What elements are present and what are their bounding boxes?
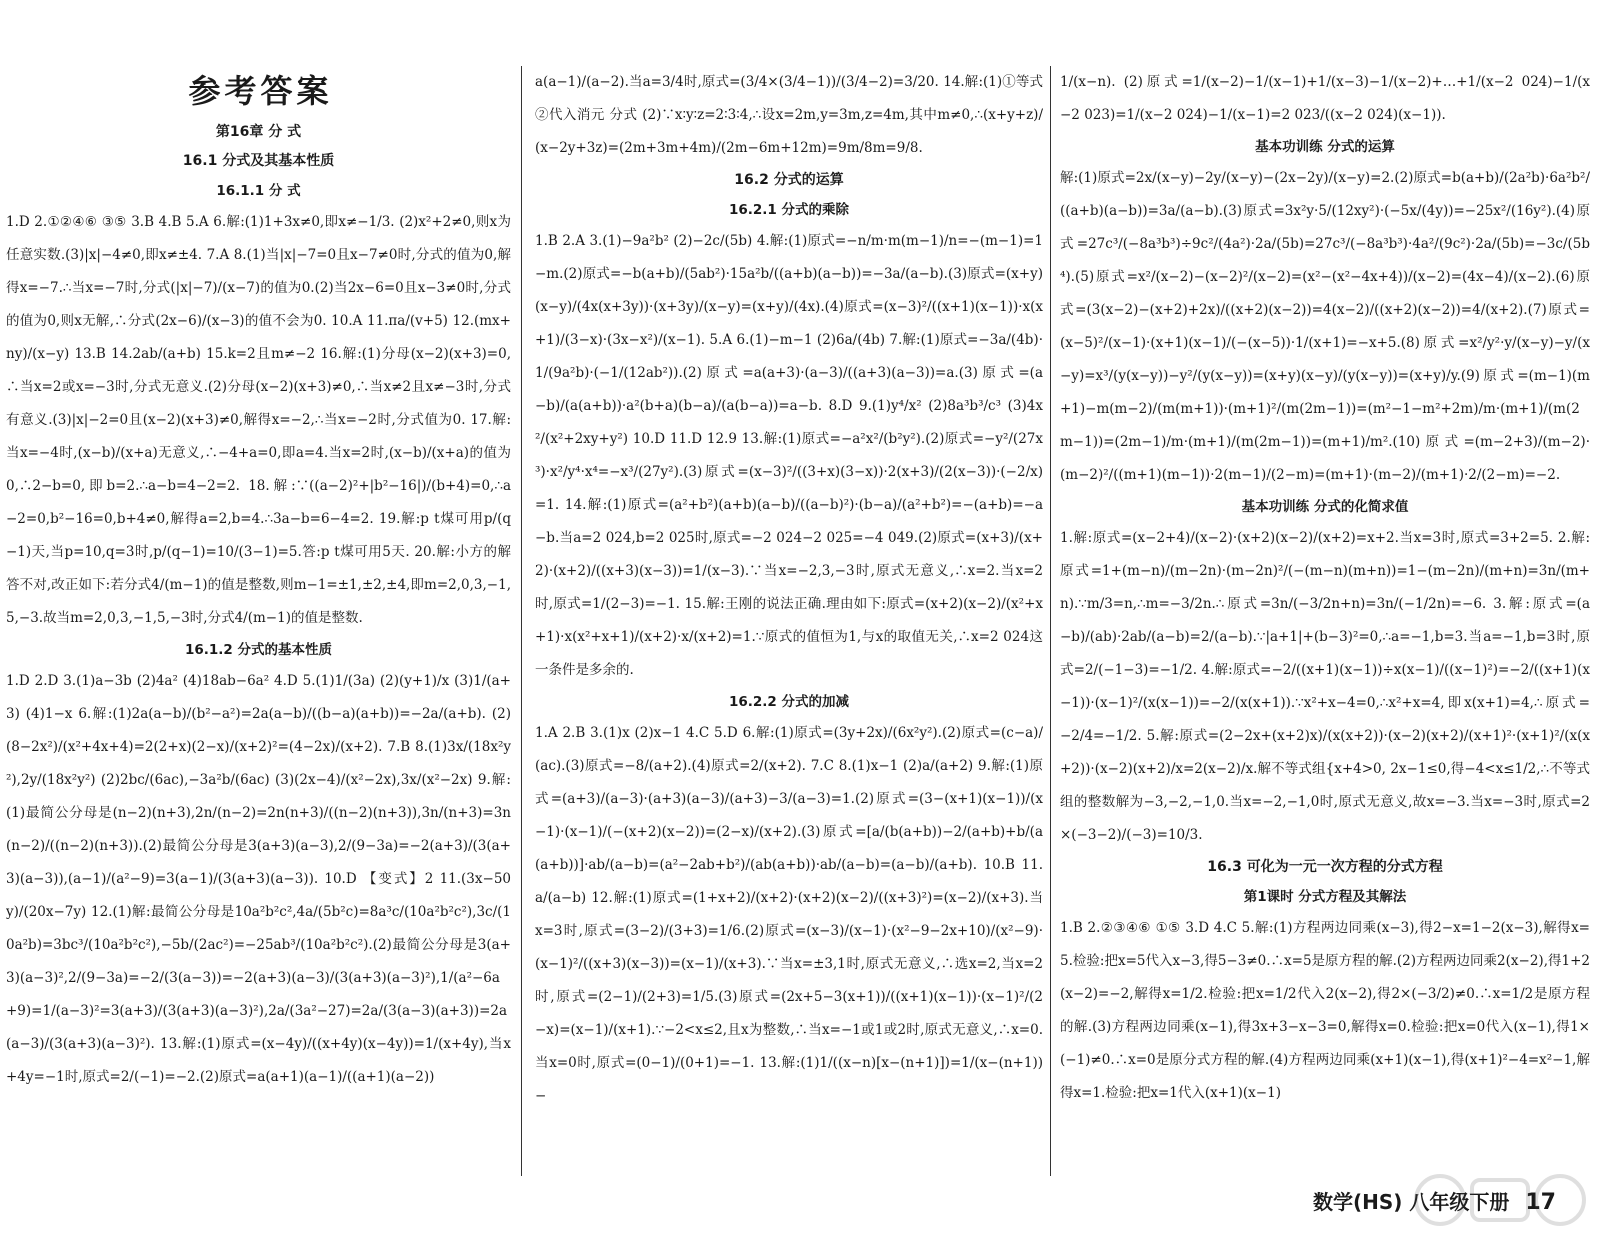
watermark-logo — [1410, 1170, 1590, 1230]
subsection-heading: 16.2.1 分式的乘除 — [728, 202, 850, 218]
subsection-heading: 第1课时 分式方程及其解法 — [1243, 889, 1407, 905]
answer-paragraph: a(a−1)/(a−2).当a=3/4时,原式=(3/4×(3/4−1))/(3/4−2)=3/20. 14.解:(1)①等式 ②代入消元 分式 (2)∵x∶y∶z=2∶3∶4,∴设x=2m,y=3m,z=4m,其中m≠0,∴(x+y+z)/(x−2y+3z)=(2m+3m+4m)/(2m−6m+12m)=9m/8m=9/8. — [535, 74, 1043, 156]
page-title: 参考答案 — [188, 72, 333, 110]
column-divider — [521, 66, 522, 1176]
column-left — [6, 66, 511, 1166]
subsection-heading: 基本功训练 分式的运算 — [1255, 139, 1395, 155]
answer-paragraph: 解:(1)原式=2x/(x−y)−2y/(x−y)−(2x−2y)/(x−y)=2.(2)原式=b(a+b)/(2a²b)·6a²b²/((a+b)(a−b))=3a/(a−b).(3)原式=3x²y·5/(12xy²)·(−5x/(4y))=−25x²/(16y²).(4)原式=27c³/(−8a³b³)÷9c²/(4a²)·2a/(5b)=27c³/(−8a³b³)·4a²/(9c²)·2a/(5b)=−3c/(5b⁴).(5)原式=x²/(x−2)−(x−2)²/(x−2)=(x²−(x²−4x+4))/(x−2)=(4x−4)/(x−2).(6)原式=(3(x−2)−(x+2)+2x)/((x+2)(x−2))=4(x−2)/((x+2)(x−2))=4/(x+2).(7)原式=(x−5)²/(x−1)·(x+1)(x−1)/(−(x−5))·1/(x+1)=−x+5.(8)原式=x²/y²·y/(x−y)−y/(x−y)=x³/(y(x−y))−y²/(y(x−y))=(x+y)(x−y)/(y(x−y))=(x+y)/y.(9)原式=(m−1)(m+1)−m(m−2)/(m(m+1))·(m+1)²/(m(2m−1))=(m²−1−m²+2m)/m·(m+1)/(m(2m−1))=(2m−1)/m·(m+1)/(m(2m−1))=(m+1)/m².(10)原式=(m−2+3)/(m−2)·(m−2)²/((m+1)(m−1))·2(m−1)/(2−m)=(m+1)·(m−2)/(m+1)·2/(2−m)=−2. — [1060, 170, 1590, 483]
answer-paragraph: 1.D 2.D 3.(1)a−3b (2)4a² (4)18ab−6a² 4.D 5.(1)1/(3a) (2)(y+1)/x (3)1/(a+3) (4)1−x 6.解:(1)2a(a−b)/(b²−a²)=2a(a−b)/((b−a)(a+b))=−2a/(a+b). (2)(8−2x²)/(x²+4x+4)=2(2+x)(2−x)/(x+2)²=(4−2x)/(x+2). 7.B 8.(1)3x/(18x²y²),2y/(18x²y²) (2)2bc/(6ac),−3a²b/(6ac) (3)(2x−4)/(x²−2x),3x/(x²−2x) 9.解:(1)最简公分母是(n−2)(n+3),2n/(n−2)=2n(n+3)/((n−2)(n+3)),3n/(n+3)=3n(n−2)/((n−2)(n+3)).(2)最简公分母是3(a+3)(a−3),2/(9−3a)=−2(a+3)/(3(a+3)(a−3)),(a−1)/(a²−9)=3(a−1)/(3(a+3)(a−3)). 10.D 【变式】2 11.(3x−50y)/(20x−7y) 12.(1)解:最简公分母是10a²b²c²,4a/(5b²c)=8a³c/(10a²b²c²),3c/(10a²b)=3bc³/(10a²b²c²),−5b/(2ac²)=−25ab³/(10a²b²c²).(2)最简公分母是3(a+3)(a−3)²,2/(9−3a)=−2/(3(a−3))=−2(a+3)(a−3)/(3(a+3)(a−3)²),1/(a²−6a+9)=1/(a−3)²=3(a+3)/(3(a+3)(a−3)²),2a/(3a²−27)=2a/(3(a−3)(a+3))=2a(a−3)/(3(a+3)(a−3)²). 13.解:(1)原式=(x−4y)/((x+4y)(x−4y))=1/(x+4y),当x+4y=−1时,原式=2/(−1)=−2.(2)原式=a(a+1)(a−1)/((a+1)(a−2)) — [6, 673, 511, 1085]
book-title: 数学(HS) 八年级下册 — [1312, 1190, 1510, 1214]
answer-paragraph: 1.A 2.B 3.(1)x (2)x−1 4.C 5.D 6.解:(1)原式=(3y+2x)/(6x²y²).(2)原式=(c−a)/(ac).(3)原式=−8/(a+2).(4)原式=2/(x+2). 7.C 8.(1)x−1 (2)a/(a+2) 9.解:(1)原式=(a+3)/(a−3)·(a+3)(a−3)/(a+3)−3/(a−3)=1.(2)原式=(3−(x+1)(x−1))/(x−1)·(x−1)/(−(x+2)(x−2))=(2−x)/(x+2).(3)原式=[a/(b(a+b))−2/(a+b)+b/(a(a+b))]·ab/(a−b)=(a²−2ab+b²)/(ab(a+b))·ab/(a−b)=(a−b)/(a+b). 10.B 11.a/(a−b) 12.解:(1)原式=(1+x+2)/(x+2)·(x+2)(x−2)/((x+3)²)=(x−2)/(x+3).当x=3时,原式=(3−2)/(3+3)=1/6.(2)原式=(x−3)/(x−1)·(x²−9−2x+10)/(x²−9)·(x−1)²/((x+3)(x−3))=(x−1)/(x+3).∵当x=±3,1时,原式无意义,∴选x=2,当x=2时,原式=(2−1)/(2+3)=1/5.(3)原式=(2x+5−3(x+1))/((x+1)(x−1))·(x−1)²/(2−x)=(x−1)/(x+1).∵−2<x≤2,且x为整数,∴当x=−1或1或2时,原式无意义,∴x=0.当x=0时,原式=(0−1)/(0+1)=−1. 13.解:(1)1/((x−n)[x−(n+1)])=1/(x−(n+1))− — [535, 725, 1043, 1104]
column-middle — [535, 66, 1043, 1166]
column-divider — [1050, 66, 1051, 1176]
answer-paragraph: 1.B 2.A 3.(1)−9a²b² (2)−2c/(5b) 4.解:(1)原式=−n/m·m(m−1)/n=−(m−1)=1−m.(2)原式=−b(a+b)/(5ab²)·15a²b/((a+b)(a−b))=−3a/(a−b).(3)原式=(x+y)(x−y)/(4x(x+3y))·(x+3y)/(x−y)=(x+y)/(4x).(4)原式=(x−3)²/((x+1)(x−1))·x(x+1)/(3−x)·(3x−x²)/(x−1). 5.A 6.(1)−m−1 (2)6a/(4b) 7.解:(1)原式=−3a/(4b)·1/(9a²b)·(−1/(12ab²)).(2)原式=a(a+3)·(a−3)/((a+3)(a−3))=a.(3)原式=(a−b)/(a(a+b))·a²(b+a)(b−a)/(a(b−a))=a−b. 8.D 9.(1)y⁴/x² (2)8a³b³/c³ (3)4x²/(x²+2xy+y²) 10.D 11.D 12.9 13.解:(1)原式=−a²x²/(b²y²).(2)原式=−y²/(27x³)·x²/y⁴·x⁴=−x³/(27y²).(3)原式=(x−3)²/((3+x)(3−x))·2(x+3)/(2(x−3))·(−2/x)=1. 14.解:(1)原式=(a²+b²)(a+b)(a−b)/((a−b)²)·(b−a)/(a²+b²)=−(a+b)=−a−b.当a=2 024,b=2 025时,原式=−2 024−2 025=−4 049.(2)原式=(x+3)/(x+2)·(x+2)/((x+3)(x−3))=1/(x−3).∵当x=−2,3,−3时,原式无意义,∴x=2.当x=2时,原式=1/(2−3)=−1. 15.解:王刚的说法正确.理由如下:原式=(x+2)(x−2)/(x²+x+1)·x(x²+x+1)/(x+2)·x/(x+2)=1.∵原式的值恒为1,与x的取值无关,∴x=2 024这一条件是多余的. — [535, 233, 1043, 678]
column-right — [1060, 66, 1590, 1166]
section-heading: 16.1 分式及其基本性质 — [182, 153, 335, 169]
subsection-heading: 16.1.2 分式的基本性质 — [184, 642, 333, 658]
section-heading: 16.3 可化为一元一次方程的分式方程 — [1207, 859, 1443, 875]
answer-paragraph: 1.B 2.②③④⑥ ①⑤ 3.D 4.C 5.解:(1)方程两边同乘(x−3),得2−x=1−2(x−3),解得x=5.检验:把x=5代入x−3,得5−3≠0.∴x=5是原方程的解.(2)方程两边同乘2(x−2),得1+2(x−2)=−2,解得x=1/2.检验:把x=1/2代入2(x−2),得2×(−3/2)≠0.∴x=1/2是原方程的解.(3)方程两边同乘(x−1),得3x+3−x−3=0,解得x=0.检验:把x=0代入(x−1),得1×(−1)≠0.∴x=0是原分式方程的解.(4)方程两边同乘(x+1)(x−1),得(x+1)²−4=x²−1,解得x=1.检验:把x=1代入(x+1)(x−1) — [1060, 920, 1590, 1101]
chapter-heading: 第16章 分 式 — [215, 124, 302, 140]
section-heading: 16.2 分式的运算 — [734, 172, 844, 188]
answer-paragraph: 1.解:原式=(x−2+4)/(x−2)·(x+2)(x−2)/(x+2)=x+2.当x=3时,原式=3+2=5. 2.解:原式=1+(m−n)/(m−2n)·(m−2n)²/(−(m−n)(m+n))=1−(m−2n)/(m+n)=3n/(m+n).∵m/3=n,∴m=−3/2n.∴原式=3n/(−3/2n+n)=3n/(−1/2n)=−6. 3.解:原式=(a−b)/(ab)·2ab/(a−b)=2/(a−b).∵|a+1|+(b−3)²=0,∴a=−1,b=3.当a=−1,b=3时,原式=2/(−1−3)=−1/2. 4.解:原式=−2/((x+1)(x−1))÷x(x−1)/((x−1)²)=−2/((x+1)(x−1))·(x−1)²/(x(x−1))=−2/(x(x+1)).∵x²+x−4=0,∴x²+x=4,即x(x+1)=4,∴原式=−2/4=−1/2. 5.解:原式=(2−2x+(x+2)x)/(x(x+2))·(x−2)(x+2)/(x+1)²·(x+1)²/(x(x+2))·(x−2)(x+2)/x=2(x−2)/x.解不等式组{x+4>0, 2x−1≤0,得−4<x≤1/2,∴不等式组的整数解为−3,−2,−1,0.当x=−2,−1,0时,原式无意义,故x=−3.当x=−3时,原式=2×(−3−2)/(−3)=10/3. — [1060, 530, 1590, 843]
subsection-heading: 基本功训练 分式的化简求值 — [1241, 499, 1409, 515]
answer-paragraph: 1.D 2.①②④⑥ ③⑤ 3.B 4.B 5.A 6.解:(1)1+3x≠0,即x≠−1/3. (2)x²+2≠0,则x为任意实数.(3)|x|−4≠0,即x≠±4. 7.A 8.(1)当|x|−7=0且x−7≠0时,分式的值为0,解得x=−7.∴当x=−7时,分式(|x|−7)/(x−7)的值为0.(2)当2x−6=0且x−3≠0时,分式的值为0,则x无解,∴分式(2x−6)/(x−3)的值不会为0. 10.A 11.πa/(v+5) 12.(mx+ny)/(x−y) 13.B 14.2ab/(a+b) 15.k=2且m≠−2 16.解:(1)分母(x−2)(x+3)=0,∴当x=2或x=−3时,分式无意义.(2)分母(x−2)(x+3)≠0,∴当x≠2且x≠−3时,分式有意义.(3)|x|−2=0且(x−2)(x+3)≠0,解得x=−2,∴当x=−2时,分式值为0. 17.解:当x=−4时,(x−b)/(x+a)无意义,∴−4+a=0,即a=4.当x=2时,(x−b)/(x+a)的值为0,∴2−b=0,即b=2.∴a−b=4−2=2. 18.解:∵((a−2)²+|b²−16|)/(b+4)=0,∴a−2=0,b²−16=0,b+4≠0,解得a=2,b=4.∴3a−b=6−4=2. 19.解:p t煤可用p/(q−1)天,当p=10,q=3时,p/(q−1)=10/(3−1)=5.答:p t煤可用5天. 20.解:小方的解答不对,改正如下:若分式4/(m−1)的值是整数,则m−1=±1,±2,±4,即m=2,0,3,−1,5,−3.故当m=2,0,3,−1,5,−3时,分式4/(m−1)的值是整数. — [6, 214, 511, 626]
answer-paragraph: 1/(x−n). (2)原式=1/(x−2)−1/(x−1)+1/(x−3)−1/(x−2)+…+1/(x−2 024)−1/(x−2 023)=1/(x−2 024)−1/(x−1)=2 023/((x−2 024)(x−1)). — [1060, 74, 1590, 123]
subsection-heading: 16.2.2 分式的加减 — [728, 694, 850, 710]
page-number: 17 — [1525, 1190, 1556, 1215]
subsection-heading: 16.1.1 分 式 — [216, 183, 301, 199]
